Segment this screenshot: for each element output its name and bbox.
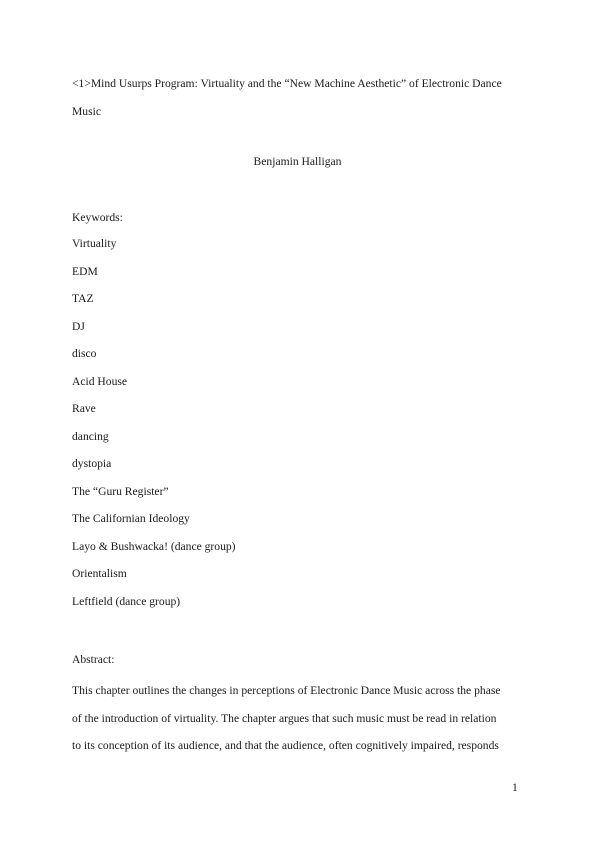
keyword-item: DJ bbox=[72, 319, 85, 333]
keyword-item: Layo & Bushwacka! (dance group) bbox=[72, 539, 236, 553]
author-name: Benjamin Halligan bbox=[253, 155, 342, 168]
keyword-item: TAZ bbox=[72, 292, 94, 305]
keyword-item: The Californian Ideology bbox=[72, 512, 190, 525]
abstract-line: to its conception of its audience, and that the audience, often cognitively impaired, responds bbox=[72, 739, 499, 752]
keyword-item: Orientalism bbox=[72, 567, 127, 580]
page-number: 1 bbox=[512, 781, 518, 794]
abstract-line: This chapter outlines the changes in perceptions of Electronic Dance Music across the phase bbox=[72, 684, 501, 697]
keyword-item: dystopia bbox=[72, 457, 112, 470]
keyword-item: Leftfield (dance group) bbox=[72, 594, 181, 608]
abstract-text bbox=[72, 677, 527, 760]
keyword-item: dancing bbox=[72, 429, 109, 443]
keyword-item: Virtuality bbox=[72, 237, 117, 250]
abstract-line: of the introduction of virtuality. The chapter argues that such music must be read in relation bbox=[72, 711, 497, 725]
keyword-item: Acid House bbox=[72, 374, 128, 388]
keywords-heading: Keywords: bbox=[72, 211, 123, 224]
keywords-list bbox=[72, 234, 236, 619]
keyword-item: disco bbox=[72, 347, 97, 360]
keyword-item: Rave bbox=[72, 402, 96, 415]
abstract-heading: Abstract: bbox=[72, 653, 115, 666]
keyword-item: The “Guru Register” bbox=[72, 484, 169, 498]
chapter-title: <1>Mind Usurps Program: Virtuality and the “New Machine Aesthetic” of Electronic Dance Music bbox=[72, 77, 502, 118]
keyword-item: EDM bbox=[72, 264, 98, 278]
